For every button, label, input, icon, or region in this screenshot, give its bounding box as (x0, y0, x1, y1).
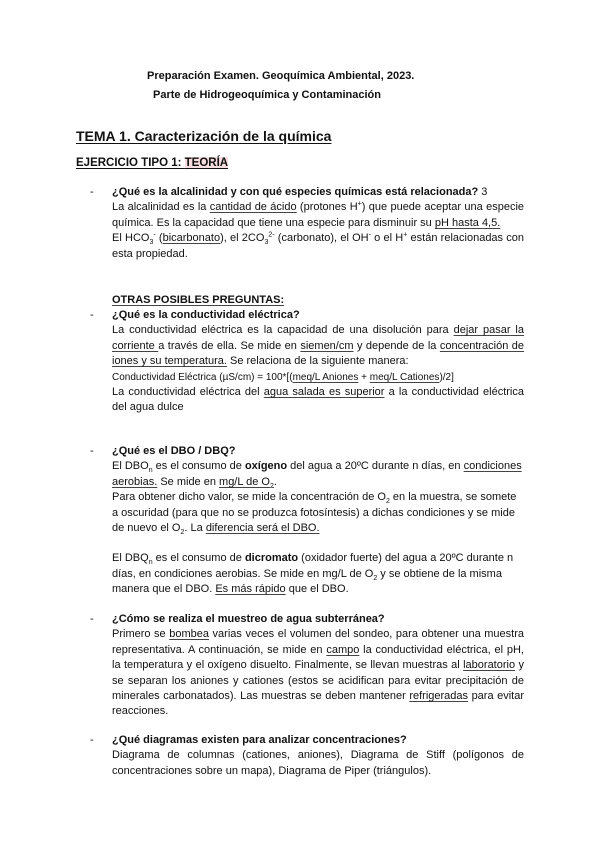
formula-line: Conductividad Eléctrica (µS/cm) = 100*[(meq/L Aniones + meq/L Cationes)/2] (112, 371, 454, 383)
list-dash: - (90, 445, 94, 457)
list-dash: - (90, 734, 94, 746)
other-questions-heading: OTRAS POSIBLES PREGUNTAS: (112, 294, 285, 306)
header-line-1: Preparación Examen. Geoquímica Ambiental, 2023. (147, 70, 415, 82)
answer-paragraph: Para obtener dicho valor, se mide la concentración de $O_2$ en la muestra, se somete a oscuridad (para que no se produzca fotosíntesis) a dichas condiciones y se mide de nuevo el $O_2$. La diferencia será el DBO. (112, 491, 517, 537)
question-heading: ¿Cómo se realiza el muestreo de agua subterránea? (112, 613, 385, 625)
exercise-heading (76, 157, 228, 169)
section-title: TEMA 1. Caracterización de la química (76, 128, 332, 144)
question-heading: ¿Qué diagramas existen para analizar concentraciones? (112, 734, 407, 746)
header-line-2: Parte de Hidrogeoquímica y Contaminación (153, 89, 381, 101)
question-heading: ¿Qué es el DBO / DBQ? (112, 445, 236, 457)
answer-paragraph: El $DBO_n$ es el consumo de oxígeno del agua a 20ºC durante n días, en condiciones aerobias. Se mide en mg/L de $O_2$. (112, 460, 522, 490)
answer-paragraph: La alcalinidad es la cantidad de ácido (protones H+) que puede aceptar una especie química. Es la capacidad que tiene una especie para disminuir su pH hasta 4,5. (112, 200, 525, 229)
list-dash: - (90, 613, 94, 625)
answer-paragraph: La conductividad eléctrica del agua salada es superior a la conductividad eléctrica del agua dulce (112, 386, 524, 414)
exercise-prefix: EJERCICIO TIPO 1: (76, 157, 185, 169)
question-heading: ¿Qué es la alcalinidad y con qué especies químicas está relacionada? 3 (112, 186, 488, 198)
question-block-muestreo (90, 612, 524, 720)
answer-paragraph: La conductividad eléctrica es la capacidad de una disolución para dejar pasar la corriente a través de ella. Se mide en siemen/cm y depende de la concentración de iones y su temperatura. Se relaciona de la siguiente manera: (112, 324, 525, 368)
question-marker: 3 (481, 186, 488, 198)
exercise-highlight: TEORÍA (184, 157, 229, 169)
question-block-conductividad (90, 308, 525, 416)
answer-paragraph: El $HCO_3^-$ (bicarbonato), el $2CO_3^{2-}$ (carbonato), el OH- o el H+ están relacionadas con esta propiedad. (112, 231, 525, 260)
question-block-dbo (90, 444, 524, 598)
answer-paragraph: Primero se bombea varias veces el volumen del sondeo, para obtener una muestra representativa. A continuación, se mide en campo la conductividad eléctrica, el pH, la temperatura y el oxígeno disuelto. Finalmente, se llevan muestras al laboratorio y se separan los aniones y cationes (estos se acidifican para evitar precipitación de minerales carbonatados). Las muestras se deben mantener refrigeradas para evitar reacciones. (112, 628, 524, 718)
list-dash: - (90, 186, 94, 198)
question-heading: ¿Qué es la conductividad eléctrica? (112, 309, 300, 321)
question-block-alcalinidad (90, 185, 525, 262)
spacer (112, 536, 524, 551)
answer-paragraph: Diagrama de columnas (cationes, aniones), Diagrama de Stiff (polígonos de concentraciones sobre un mapa), Diagrama de Piper (triángulos). (112, 749, 524, 777)
list-dash: - (90, 309, 94, 321)
question-block-diagramas (90, 733, 524, 779)
answer-paragraph: El $DBQ_n$ es el consumo de dicromato (oxidador fuerte) del agua a 20ºC durante n días, en condiciones aerobias. Se mide en mg/L de $O_2$ y se obtiene de la misma manera que el DBO. Es más rápido que el DBO. (112, 552, 514, 596)
